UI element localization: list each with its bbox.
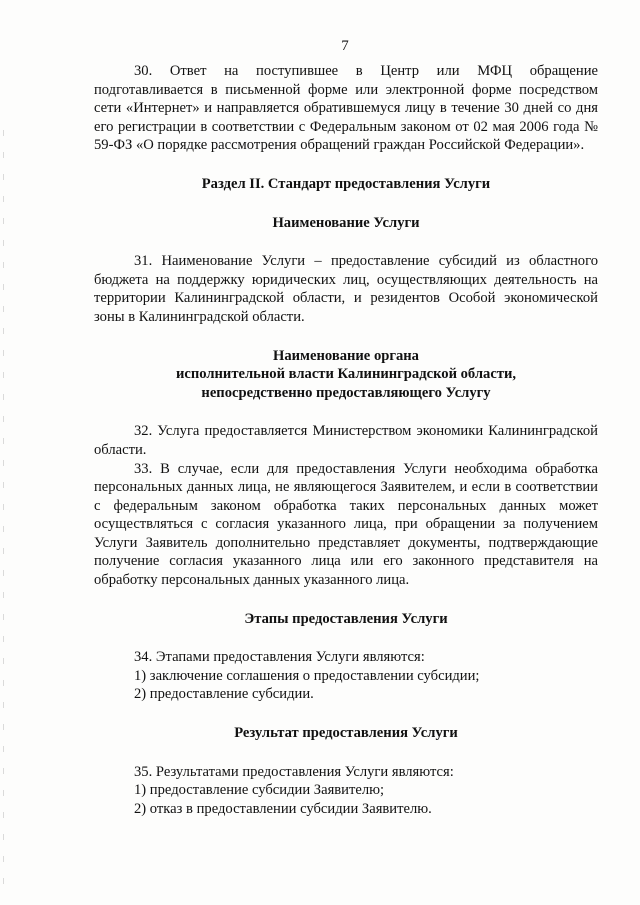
paragraph-34: 34. Этапами предоставления Услуги являются: xyxy=(134,649,425,666)
section-heading: Раздел II. Стандарт предоставления Услуги xyxy=(201,175,491,192)
subheading-authority-line: непосредственно предоставляющего Услугу xyxy=(201,384,491,401)
subheading-authority-line: исполнительной власти Калининградской области, xyxy=(175,366,517,383)
subheading-result: Результат предоставления Услуги xyxy=(234,725,458,742)
document-body xyxy=(94,62,598,818)
subheading-authority xyxy=(94,347,598,403)
subheading-stages: Этапы предоставления Услуги xyxy=(244,610,448,627)
list-item: 2) предоставление субсидии. xyxy=(134,686,314,703)
paragraph-30: 30. Ответ на поступившее в Центр или МФЦ обращение подготавливается в письменной форме или электронной форме посредством сети «Интернет» и направляется обратившемуся лицу в течение 30 дней со дня его регистрации в соответствии с Федеральным законом от 02 мая 2006 года № 59-ФЗ «О порядке рассмотрения обращений граждан Российской Федерации». xyxy=(94,63,598,154)
scan-edge-marks xyxy=(3,130,4,890)
page-number: 7 xyxy=(341,38,349,54)
subheading-authority-line: Наименование органа xyxy=(273,347,419,364)
subheading-service-name: Наименование Услуги xyxy=(272,214,420,231)
paragraph-35: 35. Результатами предоставления Услуги являются: xyxy=(134,763,454,780)
paragraph-31: 31. Наименование Услуги – предоставление субсидий из областного бюджета на поддержку юридических лиц, осуществляющих деятельность на территории Калининградской области, и резидентов Особой экономической зоны в Калининградской области. xyxy=(94,253,598,325)
list-item: 2) отказ в предоставлении субсидии Заявителю. xyxy=(134,800,432,817)
paragraph-32: 32. Услуга предоставляется Министерством экономики Калининградской области. xyxy=(94,423,598,458)
paragraph-33: 33. В случае, если для предоставления Услуги необходима обработка персональных данных лица, не являющегося Заявителем, и если в соответствии с федеральным законом обработка таких персональных данных может осуществляться с согласия указанного лица, при обращении за получением Услуги Заявитель дополнительно представляет документы, подтверждающие получение согласия указанного лица или его законного представителя на обработку персональных данных указанного лица. xyxy=(94,460,598,589)
list-item: 1) заключение соглашения о предоставлении субсидии; xyxy=(134,667,480,684)
list-item: 1) предоставление субсидии Заявителю; xyxy=(134,782,385,799)
